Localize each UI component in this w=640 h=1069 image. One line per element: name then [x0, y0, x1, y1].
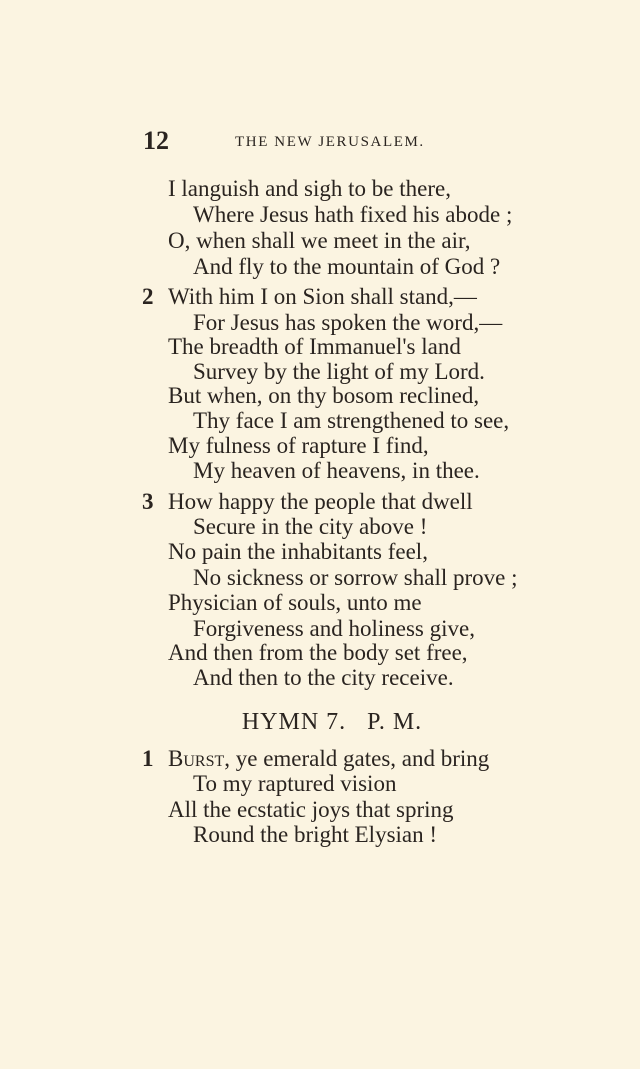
- first-line-rest: , ye emerald gates, and bring: [224, 746, 490, 771]
- stanza-number: 1: [142, 746, 154, 771]
- verse-line: Forgiveness and holiness give,: [193, 616, 475, 641]
- verse-line: My fulness of rapture I find,: [168, 433, 429, 458]
- verse-line: No pain the inhabitants feel,: [168, 539, 428, 564]
- verse-line: How happy the people that dwell: [168, 489, 473, 514]
- verse-line: I languish and sigh to be there,: [168, 176, 451, 201]
- verse-line: All the ecstatic joys that spring: [168, 797, 454, 822]
- verse-line: Round the bright Elysian !: [193, 822, 438, 847]
- verse-line: Where Jesus hath fixed his abode ;: [193, 202, 513, 227]
- verse-line: To my raptured vision: [193, 771, 397, 796]
- running-title: THE NEW JERUSALEM.: [235, 134, 425, 150]
- verse-line: And then from the body set free,: [168, 640, 468, 665]
- verse-line: Survey by the light of my Lord.: [193, 359, 485, 384]
- first-word: Burst: [168, 746, 225, 771]
- verse-line-first: [168, 746, 489, 772]
- verse-line: And then to the city receive.: [193, 665, 454, 690]
- verse-line: The breadth of Immanuel's land: [168, 334, 461, 359]
- verse-line: And fly to the mountain of God ?: [193, 254, 501, 279]
- hymn-title: HYMN 7. P. M.: [241, 709, 423, 735]
- verse-line: Secure in the city above !: [193, 514, 428, 539]
- verse-line: No sickness or sorrow shall prove ;: [193, 565, 518, 590]
- stanza-number: 3: [142, 489, 154, 514]
- verse-line: With him I on Sion shall stand,—: [168, 284, 477, 309]
- verse-line: But when, on thy bosom reclined,: [168, 383, 480, 408]
- page-number: 12: [143, 126, 169, 155]
- verse-line: My heaven of heavens, in thee.: [193, 458, 480, 483]
- page-header: [143, 126, 563, 158]
- verse-line: Thy face I am strengthened to see,: [193, 408, 510, 433]
- verse-line: Physician of souls, unto me: [168, 590, 422, 615]
- stanza-number: 2: [142, 284, 154, 309]
- verse-line: O, when shall we meet in the air,: [168, 228, 471, 253]
- verse-line: For Jesus has spoken the word,—: [193, 310, 503, 335]
